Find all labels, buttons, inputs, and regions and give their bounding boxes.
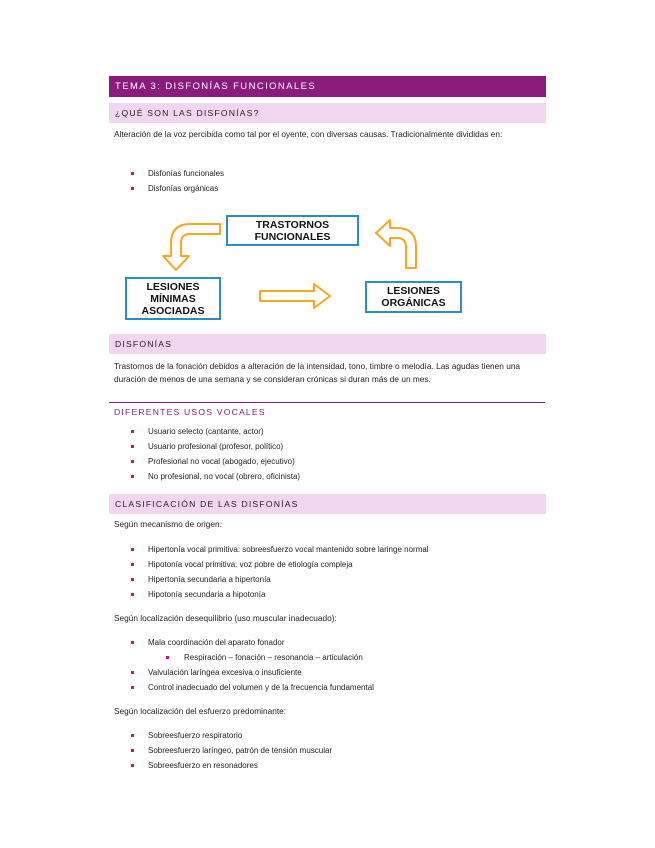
list-item: Usuario selecto (cantante, actor) — [128, 424, 300, 439]
disfonias-paragraph: Trastornos de la fonación debidos a alteración de la intensidad, tono, timbre o melodía. Las agudas tienen una duración de menos de una semana y se consideran crónicas si duran más de un mes. — [114, 361, 521, 384]
curved-arrow-right — [376, 220, 416, 268]
straight-arrow — [260, 284, 330, 308]
intro-paragraph: Alteración de la voz percibida como tal por el oyente, con diversas causas. Tradicionalmente divididas en: — [114, 129, 503, 139]
group2-title: Según localización desequilibrio (uso muscular inadecuado): — [114, 613, 337, 623]
heading-usos-vocales: DIFERENTES USOS VOCALES — [114, 407, 266, 417]
list-item: Sobreesfuerzo respiratorio — [128, 728, 332, 743]
list-item: Disfonías orgánicas — [128, 181, 224, 196]
desequilibrio-list — [128, 635, 374, 695]
list-item: Hipotonía vocal primitiva: voz pobre de etiología compleja — [128, 557, 429, 572]
heading-clasificacion: CLASIFICACIÓN DE LAS DISFONÍAS — [109, 494, 546, 514]
list-item: Hipertonía vocal primitiva: sobreesfuerzo vocal mantenido sobre laringe normal — [128, 542, 429, 557]
list-item: Disfonías funcionales — [128, 166, 224, 181]
esfuerzo-list — [128, 728, 332, 773]
box-lesiones-minimas: LESIONES MÍNIMAS ASOCIADAS — [125, 277, 221, 320]
list-item: No profesional, no vocal (obrero, oficinista) — [128, 469, 300, 484]
list-item: Valvulación laríngea excesiva o insuficiente — [128, 665, 374, 680]
list-item: Mala coordinación del aparato fonador — [128, 635, 374, 650]
section-divider — [109, 402, 545, 403]
box-trastornos-funcionales: TRASTORNOS FUNCIONALES — [226, 215, 359, 246]
group1-title: Según mecanismo de origen: — [114, 519, 222, 529]
document-title: TEMA 3: DISFONÍAS FUNCIONALES — [109, 76, 546, 97]
list-item: Profesional no vocal (abogado, ejecutivo) — [128, 454, 300, 469]
list-item: Hipertonía secundaria a hipertonía — [128, 572, 429, 587]
list-item: Hipotonía secundaria a hipotonía — [128, 587, 429, 602]
list-item: Sobreesfuerzo laríngeo, patrón de tensión muscular — [128, 743, 332, 758]
list-item: Respiración – fonación – resonancia – articulación — [128, 650, 374, 665]
box-lesiones-organicas: LESIONES ORGÁNICAS — [365, 281, 462, 313]
mecanismo-list — [128, 542, 429, 602]
curved-arrow-left — [163, 224, 220, 270]
usos-vocales-list — [128, 424, 300, 484]
heading-disfonias: DISFONÍAS — [109, 334, 546, 354]
list-item: Control inadecuado del volumen y de la frecuencia fundamental — [128, 680, 374, 695]
heading-que-son: ¿QUÉ SON LAS DISFONÍAS? — [109, 103, 546, 123]
group3-title: Según localización del esfuerzo predominante: — [114, 706, 287, 716]
list-item: Usuario profesional (profesor, político) — [128, 439, 300, 454]
list-item: Sobreesfuerzo en resonadores — [128, 758, 332, 773]
